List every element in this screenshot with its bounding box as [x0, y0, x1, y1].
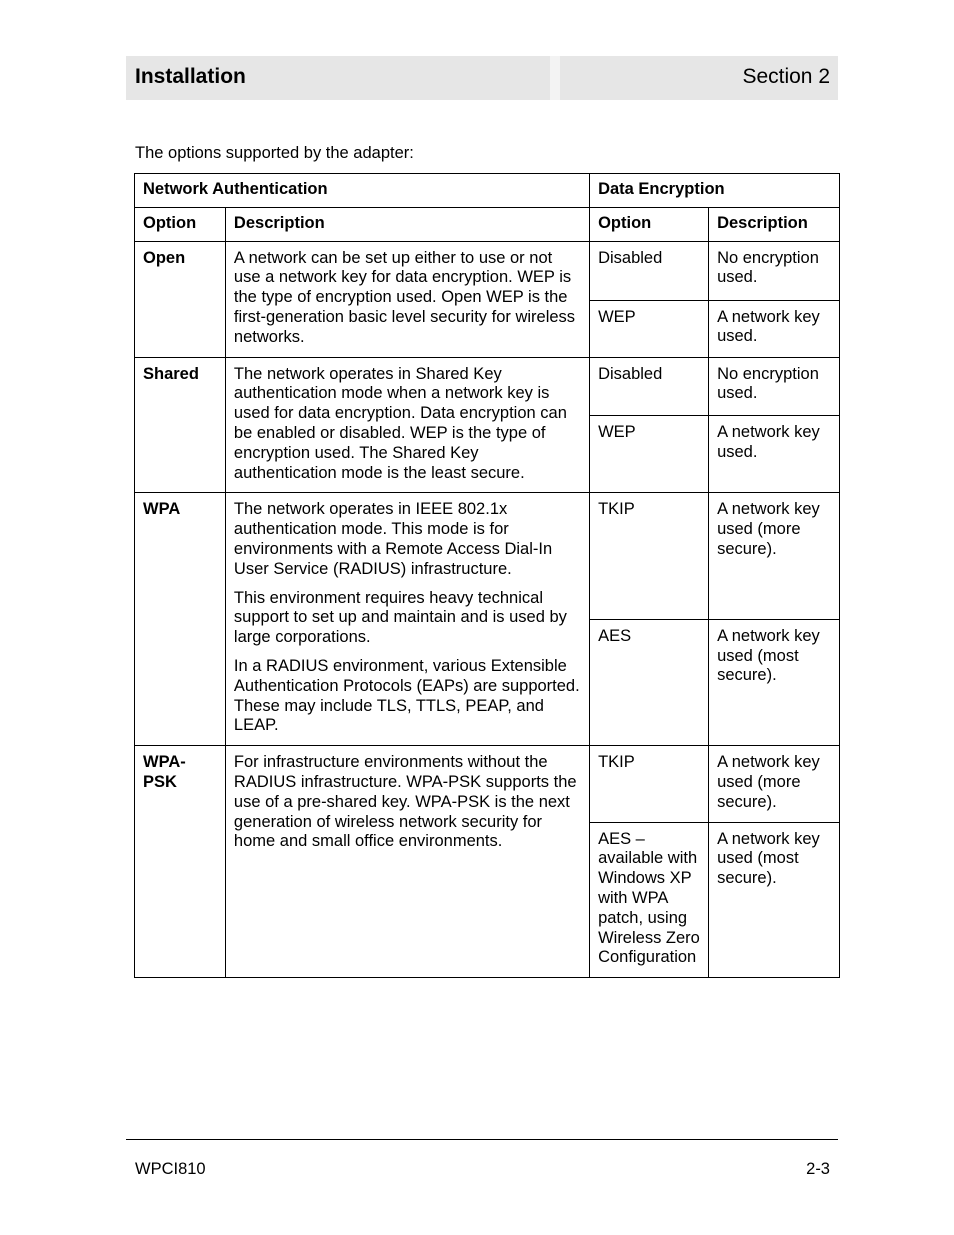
- col-option: Option: [135, 207, 226, 241]
- enc-option: Disabled: [590, 241, 709, 300]
- footer-rule: [126, 1139, 838, 1140]
- enc-option: AES: [590, 619, 709, 745]
- group-network-authentication: Network Authentication: [135, 174, 590, 208]
- table-column-header-row: [135, 207, 840, 241]
- auth-description: [225, 493, 589, 746]
- enc-description: No encryption used.: [709, 357, 840, 416]
- auth-option: Open: [135, 241, 226, 357]
- enc-description: A network key used (more secure).: [709, 493, 840, 619]
- enc-description: A network key used (most secure).: [709, 619, 840, 745]
- header-title: Installation: [135, 65, 246, 88]
- intro-text: The options supported by the adapter:: [135, 144, 414, 162]
- header-section: Section 2: [742, 65, 830, 88]
- auth-description-paragraph: A network can be set up either to use or not use a network key for data encryption. WEP is the type of encryption used. Open WEP is the first-generation basic level security for wireless networks.: [233, 248, 576, 346]
- auth-option: WPA-PSK: [135, 746, 226, 978]
- enc-option: TKIP: [590, 493, 709, 619]
- page-header: [126, 56, 838, 100]
- options-table: [134, 173, 840, 978]
- table-row: [135, 241, 840, 300]
- enc-description: A network key used (more secure).: [709, 746, 840, 822]
- table-row: [135, 746, 840, 822]
- enc-option: Disabled: [590, 357, 709, 416]
- enc-description: No encryption used.: [709, 241, 840, 300]
- col-enc-description: Description: [709, 207, 840, 241]
- col-enc-option: Option: [590, 207, 709, 241]
- auth-description-paragraph: In a RADIUS environment, various Extensible Authentication Protocols (EAPs) are supported. These may include TLS, TTLS, PEAP, and LEAP.: [233, 656, 580, 735]
- enc-description: A network key used (most secure).: [709, 822, 840, 978]
- auth-description: [225, 746, 589, 978]
- table-row: [135, 493, 840, 619]
- table-group-header-row: [135, 174, 840, 208]
- auth-description: [225, 357, 589, 493]
- enc-option: WEP: [590, 416, 709, 493]
- enc-description: A network key used.: [709, 416, 840, 493]
- table-row: [135, 357, 840, 416]
- group-data-encryption: Data Encryption: [590, 174, 840, 208]
- auth-description: [225, 241, 589, 357]
- auth-option: Shared: [135, 357, 226, 493]
- footer-model: WPCI810: [135, 1160, 206, 1178]
- col-description: Description: [225, 207, 589, 241]
- header-divider: [550, 56, 560, 100]
- auth-option: WPA: [135, 493, 226, 746]
- auth-description-paragraph: The network operates in Shared Key authentication mode when a network key is used for data encryption. Data encryption can be enabled or disabled. WEP is the type of encryption used. The Shared Key authentication mode is the least secure.: [233, 364, 567, 482]
- enc-description: A network key used.: [709, 300, 840, 357]
- auth-description-paragraph: This environment requires heavy technical support to set up and maintain and is used by large corporations.: [233, 588, 567, 647]
- auth-description-paragraph: For infrastructure environments without the RADIUS infrastructure. WPA-PSK supports the use of a pre-shared key. WPA-PSK is the next generation of wireless network security for home and small office environments.: [233, 753, 577, 851]
- enc-option: TKIP: [590, 746, 709, 822]
- footer-page-number: 2-3: [806, 1160, 830, 1178]
- auth-description-paragraph: The network operates in IEEE 802.1x authentication mode. This mode is for environments with a Remote Access Dial-In User Service (RADIUS) infrastructure.: [233, 500, 553, 578]
- enc-option: AES – available with Windows XP with WPA patch, using Wireless Zero Configuration: [590, 822, 709, 978]
- enc-option: WEP: [590, 300, 709, 357]
